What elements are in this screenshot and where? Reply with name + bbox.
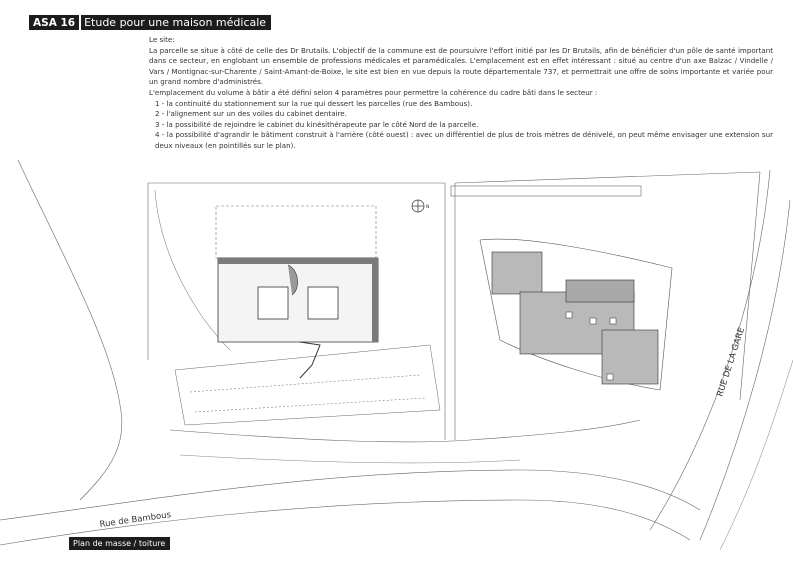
extension-outline [216,206,376,258]
site-item-4: 4 - la possibilité d'agrandir le bâtiment construit à l'arrière (côté ouest) : avec un différentiel de plus de trois mètres de dénivelé, on peut même envisager une extension sur deux niveaux (en pointillés sur le plan). [155,130,773,150]
north-arrow-icon [412,200,429,212]
dental-building [480,239,672,390]
plot-boundaries [0,160,793,550]
site-item-2: 2 - l'alignement sur un des voiles du cabinet dentaire. [155,109,347,119]
north-strip [451,186,641,196]
plan-caption: Plan de masse / toiture [69,537,170,550]
title-code: ASA 16 [29,15,79,30]
medical-building [218,258,378,378]
site-item-1: 1 - la continuité du stationnement sur la rue qui dessert les parcelles (rue des Bambous). [155,98,473,108]
site-heading: Le site: [149,35,175,44]
title-text: Etude pour une maison médicale [81,15,271,30]
site-paragraph-1: La parcelle se situe à côté de celle des Dr Brutails. L'objectif de la commune est de poursuivre l'effort initié par les Dr Brutails, afin de bénéficier d'un pôle de santé important dans ce secteur, en englobant un ensemble de professions médicales et paramédicales. L'emplacement est en effet intéressant : situé au centre d'un axe Balzac / Vindelle / Vars / Montignac-sur-Charente / Saint-Amant-de-Boixe, le site est bien en vue depuis la route départementale 737, et permettrait une offre de soins importante et variée pour un grand nombre d'administrés. [149,45,773,87]
site-paragraph-2: L'emplacement du volume à bâtir a été défini selon 4 paramètres pour permettre la cohérence du cadre bâti dans le secteur : [149,87,598,97]
site-item-3: 3 - la possibilité de rejoindre le cabinet du kinésithérapeute par le côté Nord de la parcelle. [155,119,479,129]
parking-area [175,345,440,425]
street-gare-label: RUE DE LA GARE [715,326,748,398]
north-label: N [426,205,430,210]
street-bambous-label: Rue de Bambous [99,510,172,530]
